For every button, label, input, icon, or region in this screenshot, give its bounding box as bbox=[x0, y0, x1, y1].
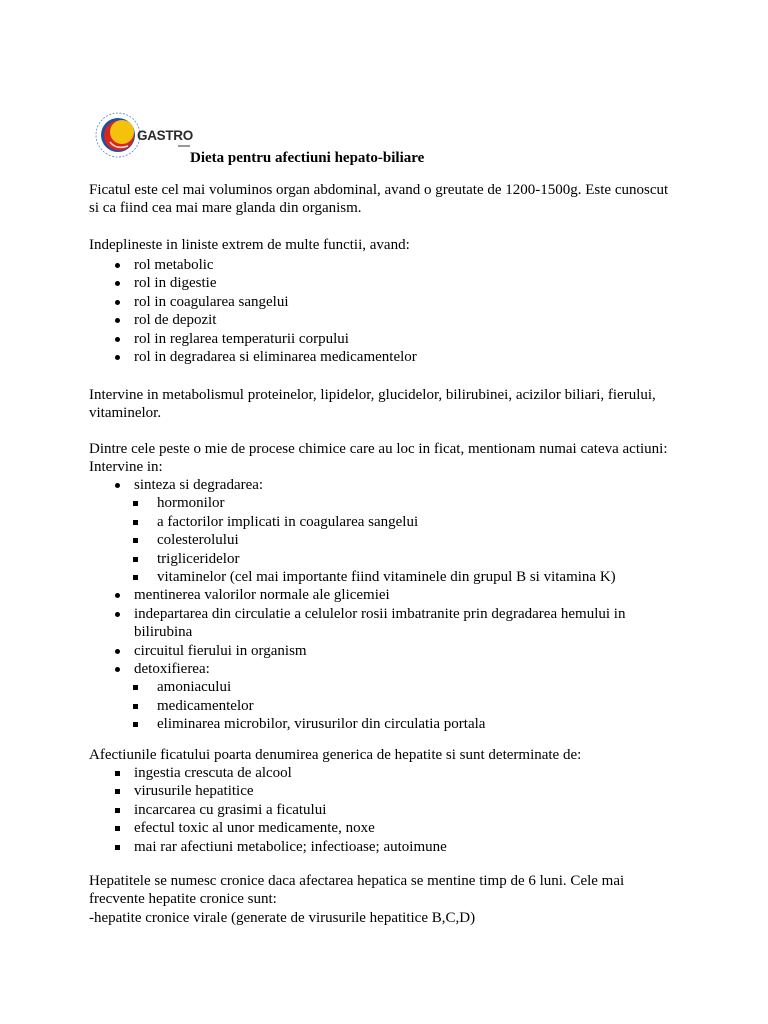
bullet-square-icon bbox=[133, 685, 138, 690]
list-item bbox=[89, 256, 417, 274]
list-item bbox=[89, 311, 417, 329]
paragraph-line: frecvente hepatite cronice sunt: bbox=[89, 891, 277, 908]
sub-list-item-text: vitaminelor (cel mai importante fiind vitaminele din grupul B si vitamina K) bbox=[157, 568, 616, 585]
list-item-text: circuitul fierului in organism bbox=[134, 642, 307, 659]
paragraph-line: Dintre cele peste o mie de procese chimice care au loc in ficat, mentionam numai cateva actiuni: bbox=[89, 441, 668, 457]
sub-list-item bbox=[89, 494, 625, 512]
functions-lead bbox=[89, 236, 410, 254]
list-item bbox=[89, 819, 447, 837]
sub-list-item bbox=[89, 531, 625, 549]
list-item bbox=[89, 348, 417, 366]
list-item bbox=[89, 660, 625, 678]
bullet-square-icon bbox=[133, 557, 138, 562]
list-item bbox=[89, 764, 447, 782]
logo-yellow-disc bbox=[110, 120, 134, 144]
paragraph-line: -hepatite cronice virale (generate de virusurile hepatitice B,C,D) bbox=[89, 909, 476, 926]
bullet-square-icon bbox=[133, 704, 138, 709]
sub-list-item bbox=[89, 513, 625, 531]
list-item-text: rol in digestie bbox=[134, 275, 217, 292]
paragraph-line: Intervine in: bbox=[89, 459, 163, 476]
bullet-dot-icon bbox=[115, 593, 120, 598]
list-item-text: mentinerea valorilor normale ale glicemiei bbox=[134, 587, 390, 604]
list-item bbox=[89, 274, 417, 292]
bullet-square-icon bbox=[115, 808, 120, 813]
metabolism-paragraph bbox=[89, 386, 656, 423]
list-item-text: bilirubina bbox=[134, 624, 193, 641]
bullet-square-icon bbox=[133, 520, 138, 525]
bullet-dot-icon bbox=[115, 300, 120, 305]
logo-wordmark: GASTRO bbox=[137, 128, 193, 143]
bullet-dot-icon bbox=[115, 667, 120, 672]
list-item bbox=[89, 330, 417, 348]
list-item-text: virusurile hepatitice bbox=[134, 783, 254, 800]
list-item-text: detoxifierea: bbox=[134, 660, 210, 677]
list-item-text: indepartarea din circulatie a celulelor rosii imbatranite prin degradarea hemului in bbox=[134, 605, 626, 622]
bullet-square-icon bbox=[115, 789, 120, 794]
bullet-dot-icon bbox=[115, 318, 120, 323]
list-item bbox=[89, 642, 625, 660]
list-item bbox=[89, 586, 625, 604]
causes-list bbox=[89, 764, 447, 856]
list-item-text: ingestia crescuta de alcool bbox=[134, 765, 292, 781]
list-item bbox=[89, 782, 447, 800]
paragraph-line: Hepatitele se numesc cronice daca afectarea hepatica se mentine timp de 6 luni. Cele mai bbox=[89, 873, 625, 889]
list-item-text: rol de depozit bbox=[134, 312, 217, 329]
page-title: Dieta pentru afectiuni hepato-biliare bbox=[190, 150, 425, 166]
functions-list bbox=[89, 256, 417, 366]
gastro-logo-graphic bbox=[86, 106, 198, 164]
sub-list-item bbox=[89, 678, 625, 696]
causes-lead bbox=[89, 746, 581, 764]
sub-list-item-text: medicamentelor bbox=[157, 697, 254, 714]
sub-list-item-text: amoniacului bbox=[157, 679, 232, 696]
list-item-text: rol metabolic bbox=[134, 257, 214, 273]
list-item-text: rol in coagularea sangelui bbox=[134, 293, 289, 310]
bullet-dot-icon bbox=[115, 355, 120, 360]
list-item-text: efectul toxic al unor medicamente, noxe bbox=[134, 820, 375, 837]
sub-list-item-text: hormonilor bbox=[157, 495, 225, 512]
sub-list-item-text: a factorilor implicati in coagularea sangelui bbox=[157, 513, 419, 530]
list-item bbox=[89, 293, 417, 311]
list-item-text: rol in degradarea si eliminarea medicamentelor bbox=[134, 348, 417, 365]
sub-list-item-text: colesterolului bbox=[157, 532, 239, 549]
bullet-square-icon bbox=[133, 501, 138, 506]
list-item bbox=[89, 838, 447, 856]
paragraph-line: Ficatul este cel mai voluminos organ abdominal, avand o greutate de 1200-1500g. Este cunoscut bbox=[89, 182, 669, 198]
sub-list-item bbox=[89, 715, 625, 733]
sub-list-item bbox=[89, 550, 625, 568]
bullet-dot-icon bbox=[115, 281, 120, 286]
list-item-continuation bbox=[89, 623, 625, 641]
list-item bbox=[89, 476, 625, 494]
bullet-square-icon bbox=[133, 538, 138, 543]
list-item-text: rol in reglarea temperaturii corpului bbox=[134, 330, 349, 347]
bullet-dot-icon bbox=[115, 263, 120, 268]
list-item-text: incarcarea cu grasimi a ficatului bbox=[134, 801, 327, 818]
list-item bbox=[89, 605, 625, 623]
bullet-dot-icon bbox=[115, 612, 120, 617]
sub-list-item-text: eliminarea microbilor, virusurilor din circulatia portala bbox=[157, 716, 486, 733]
bullet-square-icon bbox=[133, 722, 138, 727]
sub-list-item bbox=[89, 568, 625, 586]
sub-list-item bbox=[89, 697, 625, 715]
bullet-square-icon bbox=[115, 771, 120, 776]
paragraph-line: Intervine in metabolismul proteinelor, lipidelor, glucidelor, bilirubinei, acizilor biliari, fierului, bbox=[89, 387, 656, 403]
list-item-text: mai rar afectiuni metabolice; infectioase; autoimune bbox=[134, 838, 447, 855]
paragraph-line: vitaminelor. bbox=[89, 405, 162, 422]
paragraph-line: si ca fiind cea mai mare glanda din organism. bbox=[89, 200, 362, 217]
processes-list bbox=[89, 476, 625, 733]
bullet-dot-icon bbox=[115, 649, 120, 654]
gastro-logo bbox=[86, 106, 198, 164]
paragraph-line: Afectiunile ficatului poarta denumirea generica de hepatite si sunt determinate de: bbox=[89, 747, 582, 763]
bullet-dot-icon bbox=[115, 337, 120, 342]
intro-paragraph bbox=[89, 181, 668, 218]
bullet-square-icon bbox=[133, 575, 138, 580]
list-item-text: sinteza si degradarea: bbox=[134, 477, 264, 493]
chronic-paragraph bbox=[89, 872, 624, 927]
sub-list-item-text: trigliceridelor bbox=[157, 550, 240, 567]
bullet-square-icon bbox=[115, 826, 120, 831]
bullet-square-icon bbox=[115, 845, 120, 850]
processes-paragraph bbox=[89, 440, 668, 477]
list-item bbox=[89, 801, 447, 819]
paragraph-line: Indeplineste in liniste extrem de multe functii, avand: bbox=[89, 237, 410, 253]
bullet-dot-icon bbox=[115, 483, 120, 488]
